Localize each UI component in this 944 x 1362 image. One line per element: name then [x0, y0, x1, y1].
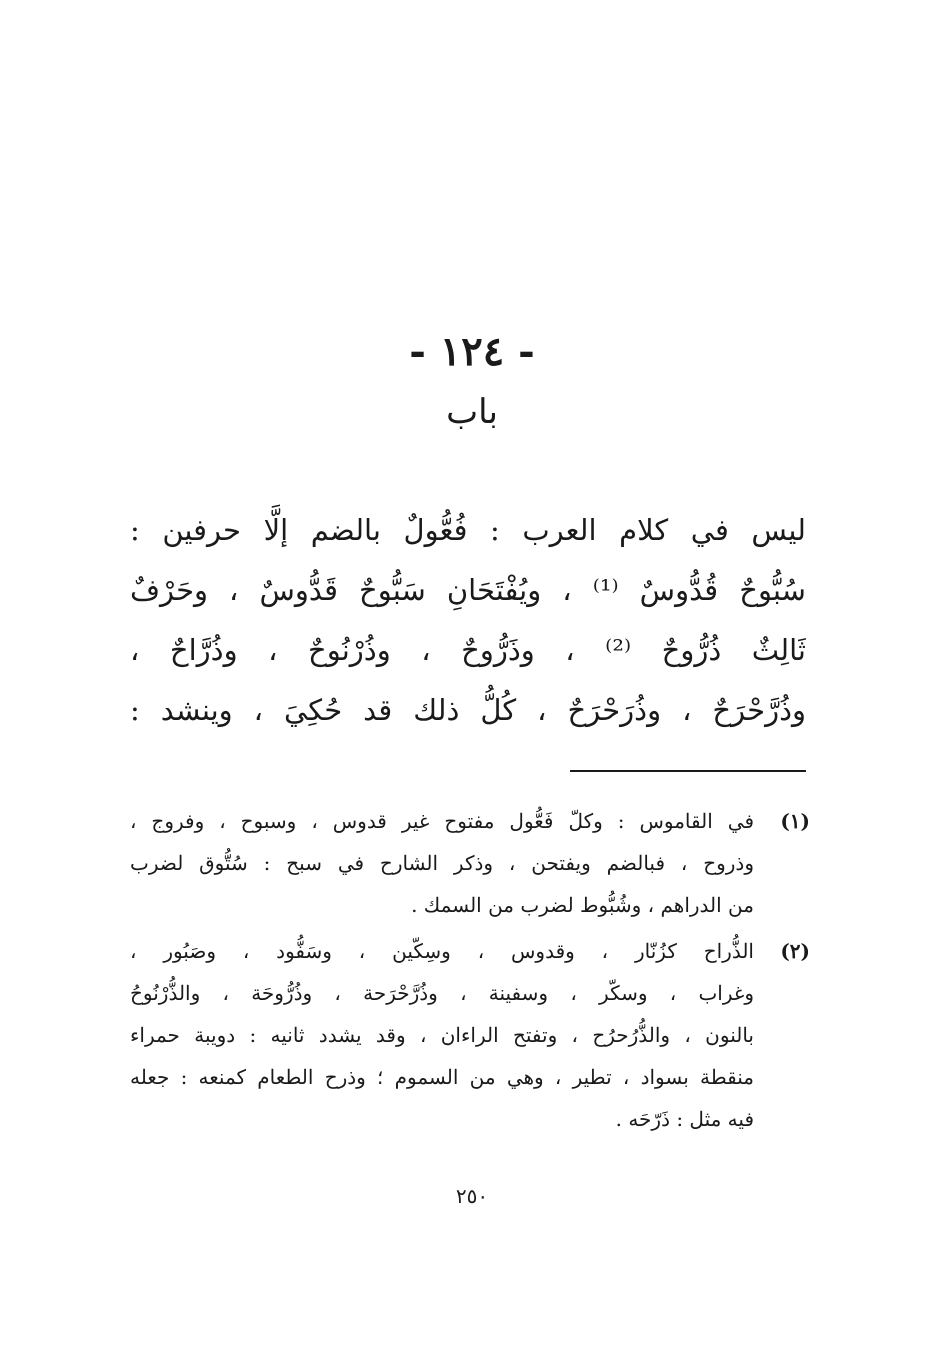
main-text-line: ثَالِثٌ ذُرُّوحٌ ⁽²⁾ ، وذَرُّوحٌ ، وذُرْنُوحٌ ، وذُرَّاحٌ ، — [130, 633, 806, 667]
chapter-title: باب — [446, 392, 498, 432]
footnotes — [130, 800, 810, 1144]
footnote-line: فيه مثل : ذَرّحَه . — [615, 1107, 754, 1131]
footnote-line: من الدراهم ، وشُبُّوط لضرب من السمك . — [411, 893, 754, 917]
main-text-line: ليس في كلام العرب : فُعُّولٌ بالضم إلَّا حرفين : — [130, 513, 806, 547]
footnote-divider — [570, 770, 806, 772]
main-text-line: سُبُّوحٌ قُدُّوسٌ ⁽¹⁾ ، ويُفْتَحَانِ سَبُّوحٌ قَدُّوسٌ ، وحَرْفٌ — [130, 573, 806, 607]
page-number: ٢٥٠ — [455, 1184, 489, 1208]
footnote-number: (١) — [780, 809, 810, 833]
footnote-1 — [130, 800, 810, 926]
footnote-2 — [130, 930, 810, 1140]
footnote-line: بالنون ، والذُّرُحرُح ، وتفتح الراءان ، وقد يشدد ثانيه : دويبة حمراء — [130, 1023, 754, 1047]
chapter-number: - ١٢٤ - — [409, 328, 535, 375]
footnote-line: وغراب ، وسكّر ، وسفينة ، وذُرَّحْرَحة ، وذُرُّوحَة ، والذُّرْنُوحُ — [130, 981, 754, 1005]
main-text — [130, 500, 806, 740]
footnote-line: في القاموس : وكلّ فَعُّول مفتوح غير قدوس ، وسبوح ، وفروج ، — [130, 809, 754, 833]
footnote-line: الذُّراح كزُنّار ، وقدوس ، وسِكّين ، وسَفُّود ، وصَبُور ، — [130, 939, 754, 963]
footnote-number: (٢) — [780, 939, 810, 963]
main-text-line: وذُرَّحْرَحٌ ، وذُرَحْرَحٌ ، كُلُّ ذلك قد حُكِيَ ، وينشد : — [130, 693, 806, 727]
footnote-line: وذروح ، فبالضم ويفتحن ، وذكر الشارح في سبح : سُتُّوق لضرب — [130, 851, 754, 875]
footnote-line: منقطة بسواد ، تطير ، وهي من السموم ؛ وذرح الطعام كمنعه : جعله — [130, 1065, 754, 1089]
